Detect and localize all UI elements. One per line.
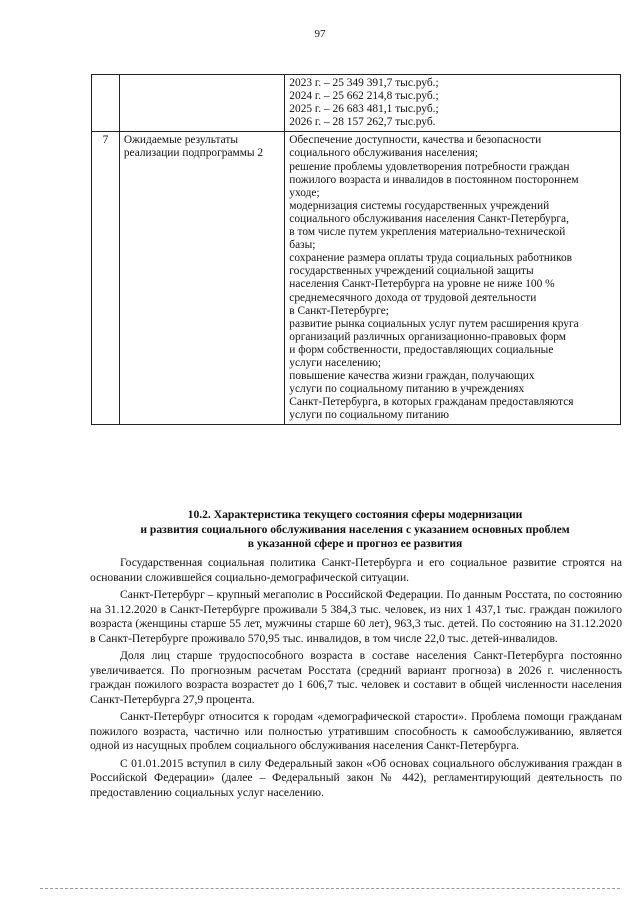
result-line: организаций различных организационно-правовых форм [289, 330, 567, 343]
result-line: базы; [289, 239, 316, 252]
result-line: пожилого возраста и инвалидов в постоянном постороннем [289, 173, 579, 186]
row-number-cell: 7 [92, 132, 120, 425]
paragraph: Государственная социальная политика Санкт-Петербурга и его социальное развитие строятся на основании сложившейся социально-демографической ситуации. [90, 556, 622, 584]
expected-results-cell [285, 132, 621, 425]
paragraph: Санкт-Петербург относится к городам «демографической старости». Проблема помощи гражданам пожилого возраста, частично или полностью утратившим способность к самообслуживанию, является одной из насущных проблем социального обслуживания населения Санкт-Петербурга. [90, 710, 622, 752]
paragraph: Доля лиц старше трудоспособного возраста в составе населения Санкт-Петербурга постоянно увеличивается. По прогнозным расчетам Росстата (средний вариант прогноза) в 2026 г. численность граждан пожилого возраста возрастет до 1 606,7 тыс. человек и составит в общей численности населения Санкт-Петербурга 27,9 процента. [90, 649, 622, 706]
result-line: услуги по социальному питанию в учреждениях [289, 383, 525, 396]
funding-line: 2023 г. – 25 349 391,7 тыс.руб.; [289, 77, 439, 89]
result-line: услуги населению; [289, 356, 382, 369]
result-line: в том числе путем укрепления материально-технической [289, 226, 566, 239]
section-heading-line: 10.2. Характеристика текущего состояния сферы модернизации [187, 508, 523, 521]
result-line: развитие рынка социальных услуг путем расширения круга [289, 317, 579, 330]
funding-line: 2026 г. – 28 157 262,7 тыс.руб. [289, 116, 436, 129]
result-line: социального обслуживания населения Санкт-Петербурга, [289, 212, 569, 225]
result-line: и форм собственности, предоставляющих социальные [289, 343, 554, 356]
result-line: уходе; [289, 186, 320, 199]
section-heading-line: в указанной сфере и прогноз ее развития [247, 537, 463, 550]
funding-line: 2025 г. – 26 683 481,1 тыс.руб.; [289, 103, 439, 116]
funding-line: 2024 г. – 25 662 214,8 тыс.руб.; [289, 90, 439, 103]
result-line: повышение качества жизни граждан, получающих [289, 370, 535, 383]
footer-divider [40, 888, 620, 889]
row-label-line: Ожидаемые результаты [123, 134, 238, 147]
funding-by-year-cell [285, 75, 621, 132]
row-label-line: реализации подпрограммы 2 [123, 147, 264, 160]
table-row-funding [92, 75, 621, 132]
result-line: сохранение размера оплаты труда социальных работников [289, 252, 573, 265]
row-number-cell [92, 75, 120, 132]
section-heading [90, 508, 620, 552]
result-line: модернизация системы государственных учреждений [289, 199, 550, 212]
page-number: 97 [314, 28, 326, 40]
result-line: услуги по социальному питанию [289, 409, 450, 422]
result-line: Санкт-Петербурга, в которых гражданам предоставляются [289, 396, 574, 409]
row-label-cell [119, 132, 284, 425]
paragraph: Санкт-Петербург – крупный мегаполис в Российской Федерации. По данным Росстата, по состоянию на 31.12.2020 в Санкт-Петербурге проживали 5 384,3 тыс. человек, из них 1 437,1 тыс. граждан пожилого возраста (женщины старше 55 лет, мужчины старше 60 лет), 963,3 тыс. детей. По состоянию на 31.12.2020 в Санкт-Петербурге проживало 570,95 тыс. инвалидов, в том числе 22,0 тыс. детей-инвалидов. [90, 588, 622, 645]
section-body [90, 556, 622, 803]
result-line: среднемесячного дохода от трудовой деятельности [289, 291, 537, 304]
section-heading-line: и развития социального обслуживания населения с указанием основных проблем [140, 522, 570, 536]
paragraph: С 01.01.2015 вступил в силу Федеральный закон «Об основах социального обслуживания граждан в Российской Федерации» (далее – Федеральный закон № 442), регламентирующий деятельность по предоставлению социальных услуг населению. [90, 756, 622, 799]
result-line: Обеспечение доступности, качества и безопасности [289, 134, 542, 147]
program-table [91, 74, 621, 425]
result-line: государственных учреждений социальной защиты [289, 265, 534, 278]
result-line: населения Санкт-Петербурга на уровне не ниже 100 % [289, 278, 555, 291]
table-row-expected-results [92, 132, 621, 425]
result-line: в Санкт-Петербурге; [289, 304, 389, 317]
row-label-cell [119, 75, 284, 132]
result-line: социального обслуживания населения; [289, 147, 479, 160]
result-line: решение проблемы удовлетворения потребности граждан [289, 160, 570, 173]
